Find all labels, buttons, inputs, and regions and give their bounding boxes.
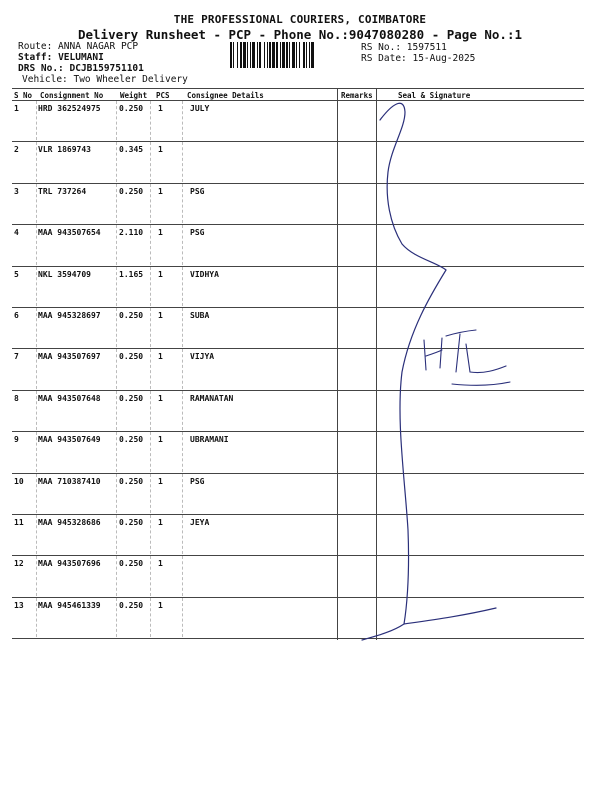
cell-consignment: TRL 737264: [38, 186, 87, 196]
cell-sno: 6: [14, 311, 19, 320]
cell-weight: 0.345: [119, 145, 144, 155]
drs-label: DRS No.:: [18, 63, 64, 74]
drs-value: DCJB159751101: [69, 63, 144, 74]
cell-weight: 1.165: [119, 269, 144, 279]
cell-sno: 10: [14, 476, 24, 486]
cell-consignee: PSG: [190, 476, 205, 486]
cell-pcs: 1: [158, 186, 163, 196]
cell-consignment: MAA 943507648: [38, 393, 101, 403]
cell-pcs: 1: [158, 476, 163, 486]
cell-weight: 0.250: [119, 600, 144, 610]
cell-consignment: MAA 945328697: [38, 311, 101, 320]
cell-consignment: VLR 1869743: [38, 145, 91, 155]
cell-pcs: 1: [158, 518, 163, 527]
col-header-sno: S No: [14, 91, 33, 100]
cell-pcs: 1: [158, 352, 163, 362]
cell-pcs: 1: [158, 269, 163, 279]
cell-weight: 0.250: [119, 559, 144, 569]
cell-consignee: UBRAMANI: [190, 435, 229, 445]
cell-weight: 0.250: [119, 393, 144, 403]
cell-consignment: MAA 943507697: [38, 352, 101, 362]
cell-sno: 2: [14, 145, 19, 155]
cell-pcs: 1: [158, 228, 163, 238]
staff-value: VELUMANI: [58, 52, 104, 63]
cell-sno: 12: [14, 559, 24, 569]
col-header-pcs: PCS: [156, 91, 170, 100]
cell-consignment: MAA 943507649: [38, 435, 101, 445]
cell-consignee: SUBA: [190, 311, 210, 320]
cell-sno: 9: [14, 435, 19, 445]
cell-consignee: VIJYA: [190, 352, 215, 362]
cell-sno: 7: [14, 352, 19, 362]
cell-sno: 11: [14, 518, 24, 527]
route-text: Route: ANNA NAGAR PCP: [18, 41, 139, 52]
cell-sno: 4: [14, 228, 19, 238]
col-header-seal: Seal & Signature: [398, 91, 471, 100]
page-title: THE PROFESSIONAL COURIERS, COIMBATORE: [173, 13, 427, 26]
cell-consignee: PSG: [190, 228, 205, 238]
staff-label: Staff:: [18, 52, 53, 63]
cell-sno: 1: [14, 104, 19, 113]
cell-consignment: MAA 710387410: [38, 476, 101, 486]
cell-consignee: VIDHYA: [190, 269, 219, 279]
cell-consignee: JEYA: [190, 518, 210, 527]
cell-consignment: NKL 3594709: [38, 269, 91, 279]
col-header-remarks: Remarks: [341, 91, 373, 100]
cell-weight: 2.110: [119, 228, 144, 238]
cell-sno: 5: [14, 269, 19, 279]
cell-pcs: 1: [158, 559, 163, 569]
col-header-consignee: Consignee Details: [187, 91, 264, 100]
cell-pcs: 1: [158, 104, 163, 113]
runsheet-subtitle: Delivery Runsheet - PCP - Phone No.:9047080280 - Page No.:1: [77, 27, 522, 42]
cell-weight: 0.250: [119, 518, 144, 527]
cell-consignment: MAA 945328686: [38, 518, 101, 527]
cell-sno: 3: [14, 186, 19, 196]
cell-weight: 0.250: [119, 104, 144, 113]
cell-consignment: MAA 943507696: [38, 559, 101, 569]
cell-consignee: RAMANATAN: [190, 393, 234, 403]
vehicle-text: Vehicle: Two Wheeler Delivery: [22, 74, 188, 85]
cell-sno: 8: [14, 393, 19, 403]
rs-date: RS Date: 15-Aug-2025: [361, 53, 476, 64]
cell-pcs: 1: [158, 311, 163, 320]
cell-consignee: PSG: [190, 186, 205, 196]
rs-number: RS No.: 1597511: [361, 42, 447, 53]
cell-weight: 0.250: [119, 435, 144, 445]
cell-pcs: 1: [158, 435, 163, 445]
col-header-weight: Weight: [120, 91, 148, 100]
cell-pcs: 1: [158, 393, 163, 403]
cell-pcs: 1: [158, 145, 163, 155]
cell-consignment: HRD 362524975: [38, 104, 101, 113]
cell-pcs: 1: [158, 600, 163, 610]
cell-consignment: MAA 945461339: [38, 600, 101, 610]
cell-weight: 0.250: [119, 476, 144, 486]
cell-weight: 0.250: [119, 311, 144, 320]
cell-consignee: JULY: [190, 104, 210, 113]
cell-weight: 0.250: [119, 186, 144, 196]
cell-weight: 0.250: [119, 352, 144, 362]
cell-sno: 13: [14, 600, 24, 610]
col-header-consignment: Consignment No: [40, 91, 104, 100]
cell-consignment: MAA 943507654: [38, 228, 101, 238]
